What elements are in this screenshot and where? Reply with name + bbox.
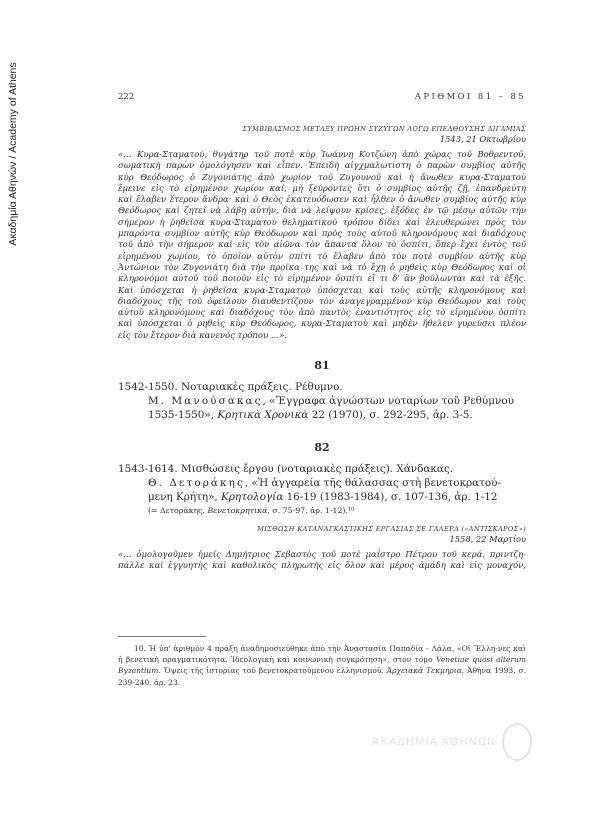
entry81-author: Μ. Μανούσακας — [148, 395, 263, 408]
entry80-subhead: ΣΥΜΒΙΒΑΣΜΟΣ ΜΕΤΑΞΥ ΠΡΩΗΝ ΣΥΖΥΓΩΝ ΛΟΓΩ ΕΠΕΛΘΟΥΣΗΣ ΔΙΓΑΜΙΑΣ — [242, 125, 526, 133]
quote-line: κὺρ Θεόδωρος ὁ Ζυγονιάτης ἀπὸ χωρίον τοῦ Ζυγουνοῦ καὶ ἡ ἄνωθεν κυρα-Σταματοὺ — [118, 171, 526, 182]
entry81-number: 81 — [314, 359, 330, 373]
quote-line: διαδόχους τῆς τοῦ ὀφείλουν διαυθεντίζουν τὸν ἀναγεγραμμένον κὺρ Θεόδωρον καὶ τοὺς — [118, 295, 526, 306]
entry82-number: 82 — [314, 440, 330, 454]
running-title: ΑΡΙΘΜΟΙ 81 – 85 — [414, 92, 526, 102]
entry81-ref-line1 — [148, 394, 526, 408]
footnote-volume-title: Venetiae quasi alterum Byzantium — [118, 655, 526, 676]
footnote-10 — [118, 643, 526, 688]
entry82-reference — [118, 476, 526, 505]
entry82-ref-line2 — [148, 490, 526, 504]
entry82-heading: 1543-1614. Μισθώσεις ἔργου (νοταριακὲς πράξεις). Χάνδακας. — [118, 462, 454, 475]
footnote-text: 10. Ἡ ὑπ' ἀριθμὸν 4 πράξη ἀναδημοσιεύθηκε ἀπὸ τὴν Ἀναστασία Παπαδία - Λάλα, «Οἱ Ἕλλη-νες καὶ ἡ βενετικὴ πραγματικότητα. Ἰδεολογικὴ καὶ κοινωνικὴ συγκρότηση», στον τόμο — [118, 644, 526, 665]
entry82-subhead: ΜΙΣΘΩΣΗ ΚΑΤΑΝΑΓΚΑΣΤΙΚΗΣ ΕΡΓΑΣΙΑΣ ΣΕ ΓΑΛΕΡΑ («ΑΝΤΙΣΚΑΡΟΣ») — [257, 524, 526, 533]
entry82-quote — [118, 549, 526, 572]
quote-line: τοῦ ἀπὸ τὴν σήμερον καὶ εἰς τὸν αἰῶνα τὸν ἅπαντα ὅλον τὸ ὀσπίτι, ὅπερ ἔχει ἐντὸς τοῦ — [118, 239, 526, 250]
quote-line: σωματικὴ παρὼν ὁμολόγησεν καὶ εἶπεν. Ἐπειδὴ αἰγχμαλωτίστη ὁ παρὼν συμβίος αὐτῆς — [118, 160, 526, 171]
entry82-ref-title-end: μενη Κρήτη», — [148, 491, 222, 504]
entry81-journal: Κρητικὰ Χρονικὰ — [217, 409, 309, 422]
entry80-quote — [118, 149, 526, 341]
quote-line: «… Κυρα-Σταματού, θυγάτηρ τοῦ ποτὲ κὺρ Ἰωάννη Κοτζώνη ἀπὸ χώρας τοῦ Βοθρεντοῦ, — [118, 149, 526, 159]
entry82-author: Θ. Δετοράκης — [148, 476, 245, 489]
quote-line: κληρονόμοι αὐτοῦ τοῦ ποιοῦν εἰς τὸ εἰρημένον ὀσπίτι εἴ τι δ' ἂν βούλωνται καὶ τὰ ἑξῆς. — [118, 273, 526, 284]
quote-line: εἰς τὸν ἕτερον διὰ κανενὸς τρόπου …». — [118, 329, 288, 340]
entry81-ref-pages: 22 (1970), σ. 292-295, ἀρ. 3-5. — [308, 409, 473, 422]
academy-seal-icon — [502, 723, 532, 761]
quote-line: ἔμεινε εἰς τὸ εἰρημένον χωρίον καί, μὴ ξεύροντες ὅτι ὁ συμβίος αὐτῆς ζῇ, ἐπανδρεύτη — [118, 182, 526, 193]
footnotes — [118, 636, 526, 688]
entry82-ref-line1 — [148, 476, 526, 490]
quote-line: μπαρόντα συμβίον αὐτῆς κὺρ Θεόδωρον καὶ πρὸς τοὺς αὐτοῦ κληρονόμους καὶ διαδόχους — [118, 228, 526, 239]
page-number: 222 — [118, 92, 135, 102]
quote-line: εἰρημένου χωρίου, τὸ ὁποῖον αὐτὸν σπίτι τὸ ἔλαβεν ἀπὸ τὸν ποτὲ συμβίον αὐτῆς κὺρ — [118, 250, 526, 261]
quote-line: «… ὁμολογοῦμεν ἡμεῖς Δημήτριος Σεβαστὸς τοῦ ποτὲ μαΐστρο Πέτρου τοῦ κερά, πριντζη- — [118, 548, 526, 559]
side-archive-text: Ακαδημία Αθηνών / Academy of Athens — [7, 62, 19, 246]
academy-watermark — [372, 722, 542, 762]
footnote-text: , Ἀθήνα 1993, σ. 239-240, ἀρ. 23. — [118, 666, 526, 687]
note-title: Βενετοκρητικά — [207, 505, 268, 515]
side-archive-label — [6, 40, 20, 270]
quote-line: καὶ ἔλαβεν ἕτερον ἄνδρα· καὶ ὁ Θεὸς ἐκατευόδωσεν καὶ ἦλθεν ὁ ἄνωθεν συμβίος αὐτῆς κὺρ — [118, 194, 526, 205]
note-pre: (= Δετοράκης, — [148, 505, 208, 515]
footnote-text: . Ὄψεις τῆς ἱστορίας τοῦ βενετοκρατούμενου ἑλληνισμοῦ. — [158, 666, 387, 676]
running-header — [118, 92, 526, 122]
entry82-ref-title: , «Ἡ ἀγγαρεία τῆς θάλασσας στὴ βενετοκρατού- — [244, 476, 502, 489]
entry82-date: 1558, 22 Μαρτίου — [449, 533, 526, 544]
entry81-ref-title-end: 1535-1550», — [148, 409, 218, 422]
entry82-ref-pages: 16-19 (1983-1984), σ. 107-136, ἀρ. 1-12 — [283, 491, 498, 504]
entry81-reference — [118, 394, 526, 423]
quote-line: πάλλε καὶ ἐγγυητὴς καὶ καθολικὸς πληρωτὴς εἰς ὅλον καὶ μέρος ἀμάδη καὶ εἰς μοναχόν, — [118, 559, 526, 570]
note-post: , σ. 75-97, ἀρ. 1-12).¹⁰ — [267, 505, 355, 515]
quote-line: Θεόδωρος καὶ ζητεῖ νὰ λάβῃ αὐτήν, διὰ νὰ λείψουν κρίσες, ἐξόδες ἐν τῷ μέσῳ αὐτῶν τὴν — [118, 205, 526, 216]
entry81-ref-title: , «Ἔγγραφα ἀγνώστων νοταρίων τοῦ Ρεθύμνου — [262, 395, 514, 408]
quote-line: καὶ ὑπόσχεται ὁ ρηθεὶς κὺρ Θεόδωρος, κυρα-Σταματοὺ καὶ μηδὲν ἤθελεν γυρεύσει πλέον — [118, 318, 526, 329]
entry82-journal: Κρητολογία — [221, 491, 284, 504]
entry80-date: 1543, 21 Οκτωβρίου — [439, 134, 526, 144]
watermark-text: ΑΚΑΔΗΜΙΑ ΑΘΗΝΩΝ — [372, 736, 497, 748]
quote-line: αὐτοῦ κληρονόμους καὶ διαδόχους τὸν ἀπὸ παντὸς ἐναντιότητος εἰς τὸ εἰρημένον ὀσπίτι — [118, 307, 526, 318]
entry82-crossref-note — [118, 505, 526, 516]
quote-line: Ἀντώνιον τὸν Ζυγονιάτη διὰ τὴν προῖκα της καὶ νὰ τὸ ἔχῃ ὁ ρηθεὶς κὺρ Θεόδωρος καὶ οἱ — [118, 261, 526, 272]
footnote-rule — [118, 636, 206, 637]
quote-line: Καὶ ὑπόσχεται ἡ ῥηθεῖσα κυρα-Σταματοὺ ὑπόσχεται καὶ τοὺς αὐτῆς κληρονόμους καὶ — [118, 284, 526, 295]
footnote-series-title: Ἀρχειακὰ Τεκμήρια — [386, 666, 462, 676]
entry81-heading: 1542-1550. Νοταριακὲς πράξεις. Ρέθυμνο. — [118, 381, 343, 394]
quote-line: σήμερον ἡ ῥηθεῖσα κυρα-Σταματοὺ θεληματικοῦ τρόπου δίδει καὶ ἐλευθερώνει πρὸς τὸν — [118, 216, 526, 227]
page-content — [118, 92, 526, 571]
entry81-ref-line2 — [148, 408, 526, 422]
